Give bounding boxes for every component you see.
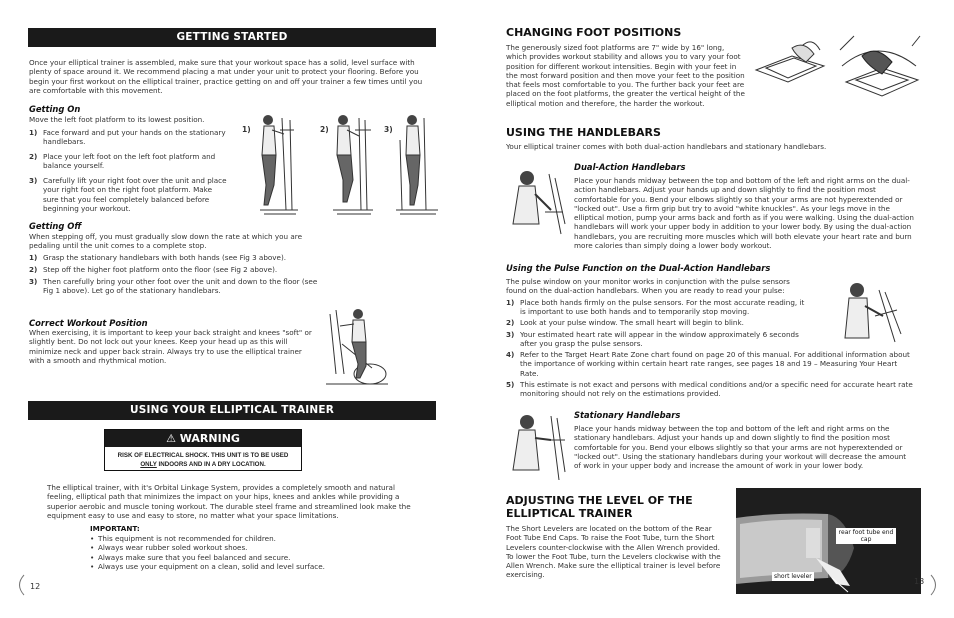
using-trainer-text: The elliptical trainer, with it's Orbital Linkage System, provides a completely smooth and natural feeling, elliptical path that minimizes the impact on your hips, knees and ankles while providing a superior aerobic and muscle toning workout. The durable steel frame and streamlined look make the equipment easy to use and easy to store, no matter what your space limitations. <box>47 483 411 520</box>
correct-position-figure <box>322 304 392 390</box>
getting-off-step-1: 1) Grasp the stationary handlebars with both hands (see Fig 3 above). <box>29 253 287 262</box>
label-short-leveler: short leveler <box>774 573 812 580</box>
correct-position-title: Correct Workout Position <box>29 318 148 328</box>
pulse-intro: The pulse window on your monitor works in conjunction with the pulse sensors found on the dual-action handlebars. When you are ready to read your pulse: <box>506 277 790 296</box>
correct-position-text: When exercising, it is important to keep your back straight and knees "soft" or slightly bent. Do not lock out your knees. Keep your head up as this will minimize neck and upper back strain. Always try to use the elliptical trainer with a smooth and rhythmical motion. <box>29 328 312 365</box>
getting-on-step-1: 1) Face forward and put your hands on the stationary handlebars. <box>29 128 226 147</box>
getting-off-title: Getting Off <box>29 221 82 231</box>
warning-text: RISK OF ELECTRICAL SHOCK. THIS UNIT IS TO BE USED ONLY INDOORS AND IN A DRY LOCATION. <box>117 452 289 468</box>
pulse-figure <box>839 276 907 346</box>
foot-platform-figure-2 <box>832 26 924 106</box>
label-end-cap: rear foot tube end cap <box>836 528 896 544</box>
foot-platform-figure-1 <box>752 26 828 88</box>
getting-started-intro: Once your elliptical trainer is assembled, make sure that your workout space has a solid, level surface with plenty of space around it. We recommend placing a mat under your unit to protect your flooring. Before you begin your first workout on the elliptical trainer, practice getting on and off your trainer a few times until you are comfortable with this movement. <box>29 58 423 95</box>
pulse-step-4: 4) Refer to the Target Heart Rate Zone chart found on page 20 of this manual. For additional information about the importance of working within certain heart rate ranges, see pages 18 and 19 – Measuring Your Heart Rate. <box>506 350 910 378</box>
important-item: • Always use your equipment on a clean, solid and level surface. <box>90 562 390 571</box>
dual-action-figure <box>505 164 567 246</box>
getting-on-title: Getting On <box>29 104 81 114</box>
getting-off-intro: When stepping off, you must gradually slow down the rate at which you are pedaling until the unit comes to a complete stop. <box>29 232 303 251</box>
warning-triangle-icon: ⚠ <box>166 432 176 445</box>
pulse-step-1: 1) Place both hands firmly on the pulse sensors. For the most accurate reading, it is important to use both hands and to temporarily stop moving. <box>506 298 805 317</box>
warning-box <box>104 429 302 471</box>
getting-off-step-2: 2) Step off the higher foot platform onto the floor (see Fig 2 above). <box>29 265 278 274</box>
warning-title: WARNING <box>179 432 240 445</box>
handlebars-title: USING THE HANDLEBARS <box>506 126 661 139</box>
getting-on-figure-1 <box>252 110 302 218</box>
getting-on-intro: Move the left foot platform to its lowest position. <box>29 115 205 124</box>
page-number-12: 12 <box>30 582 41 591</box>
foot-positions-title: CHANGING FOOT POSITIONS <box>506 26 682 39</box>
pulse-step-3: 3) Your estimated heart rate will appear in the window approximately 6 seconds after you grasp the pulse sensors. <box>506 330 799 349</box>
stationary-figure <box>505 410 567 484</box>
getting-on-figure-2 <box>325 110 377 218</box>
stationary-title: Stationary Handlebars <box>574 410 681 420</box>
getting-on-step-3: 3) Carefully lift your right foot over the unit and place your right foot on the right foot platform. Make sure that you feel completely balanced before beginning your workout. <box>29 176 227 213</box>
getting-started-header: GETTING STARTED <box>28 28 436 47</box>
pulse-step-2: 2) Look at your pulse window. The small heart will begin to blink. <box>506 318 744 327</box>
important-item: • This equipment is not recommended for children. <box>90 534 390 543</box>
pulse-step-5: 5) This estimate is not exact and persons with medical conditions and/or a specific need for accurate heart rate monitoring should not rely on the estimations provided. <box>506 380 913 399</box>
important-list <box>90 534 390 571</box>
adjusting-title-line1: ADJUSTING THE LEVEL OF THE <box>506 494 693 507</box>
fig-label-1: 1) <box>242 125 251 134</box>
foot-positions-text: The generously sized foot platforms are 7" wide by 16" long, which provides workout stability and allows you to vary your foot position for different workout intensities. Begin with your feet in the most forward position and then move your feet to the position that feels most comfortable to you. The further back your feet are placed on the foot platforms, the greater the vertical height of the elliptical motion and therefore, the harder the workout. <box>506 43 745 108</box>
getting-on-figure-3 <box>392 110 442 218</box>
page-number-bracket-right <box>925 574 949 596</box>
getting-on-step-2: 2) Place your left foot on the left foot platform and balance yourself. <box>29 152 216 171</box>
right-page <box>477 0 954 618</box>
fig-label-3: 3) <box>384 125 393 134</box>
leveler-photo <box>736 488 921 594</box>
using-trainer-header: USING YOUR ELLIPTICAL TRAINER <box>28 401 436 420</box>
fig-label-2: 2) <box>320 125 329 134</box>
handlebars-intro: Your elliptical trainer comes with both dual-action handlebars and stationary handlebars. <box>506 142 827 151</box>
pulse-title: Using the Pulse Function on the Dual-Action Handlebars <box>506 263 771 273</box>
important-item: • Always make sure that you feel balanced and secure. <box>90 553 390 562</box>
dual-action-title: Dual-Action Handlebars <box>574 162 686 172</box>
page-number-13: 13 <box>914 577 925 586</box>
getting-off-step-3: 3) Then carefully bring your other foot over the unit and down to the floor (see Fig 1 above). Let go of the stationary handlebars. <box>29 277 318 296</box>
adjusting-text: The Short Levelers are located on the bottom of the Rear Foot Tube End Caps. To raise the Foot Tube, turn the Short Levelers counter-clockwise with the Allen Wrench provided. To lower the Foot Tube, turn the Levelers clockwise with the Allen Wrench. Make sure the elliptical trainer is level before exercising. <box>506 524 721 580</box>
warning-header <box>105 430 301 447</box>
stationary-text: Place your hands midway between the top and bottom of the left and right arms on the stationary handlebars. Adjust your hands up and down slightly to find the position most comfortable for you. Bend your elbows slightly so that your arms are not hyperextended or "locked out". Using the stationary handlebars during your workout will decrease the amount of work in your upper body and increase the amount of work in your lower body. <box>574 424 907 471</box>
important-item: • Always wear rubber soled workout shoes. <box>90 543 390 552</box>
dual-action-text: Place your hands midway between the top and bottom of the left and right arms on the dual-action handlebars. Adjust your hands up and down slightly to find the position most comfortable for you. Bend your elbows slightly so that your arms are not hyperextended or "locked out". Use a firm grip but try to avoid "white knuckles". As your legs move in the elliptical motion, pump your arms back and forth as if you were walking. Using the dual-action handlebars will work your upper body in addition to your lower body. By using the dual-action handlebars, you are recruiting more muscles which will both elevate your heart rate and burn more calories than simply doing a lower body workout. <box>574 176 914 251</box>
adjusting-title-line2: ELLIPTICAL TRAINER <box>506 507 633 520</box>
important-title: IMPORTANT: <box>90 524 140 533</box>
